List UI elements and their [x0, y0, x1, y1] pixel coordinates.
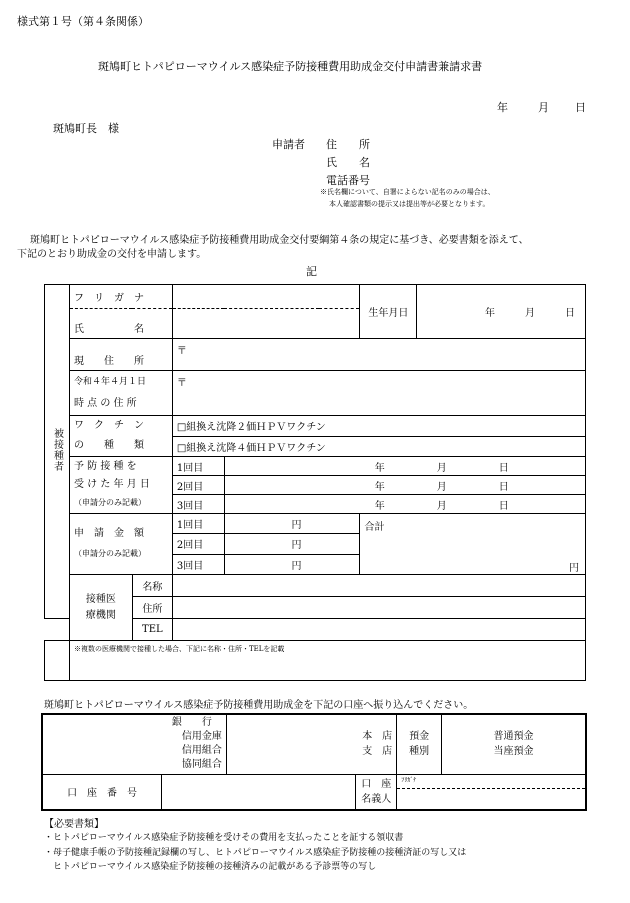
reiwa-address-label: 令和４年４月１日 時 点 の 住 所: [69, 371, 172, 416]
reiwa-address-field[interactable]: [172, 371, 585, 416]
docs-item-3: ヒトパピローマウイルス感染症予防接種の接種済みの記載がある予診票等の写し: [53, 862, 377, 872]
docs-item-1: ・ヒトパピローマウイルス感染症予防接種を受けその費用を支払ったことを証する領収書: [44, 833, 404, 843]
clinic-tel-field[interactable]: [172, 619, 585, 641]
birthdate-field[interactable]: 年 月 日: [417, 285, 586, 339]
docs-header: 【必要書類】: [44, 819, 104, 830]
body-text-1: 斑鳩町ヒトパピローマウイルス感染症予防接種費用助成金交付要綱第４条の規定に基づき、必要書類を添えて、: [30, 235, 529, 246]
bank-table: [41, 713, 587, 811]
amount-dose-3-label: 3回目: [172, 554, 224, 574]
amount-dose-2[interactable]: 円: [224, 534, 360, 554]
applicant-phone-label: 電話番号: [326, 174, 370, 187]
clinic-name-field[interactable]: [172, 575, 585, 597]
dose-1-date[interactable]: 年 月 日: [224, 457, 585, 476]
amount-dose-2-label: 2回目: [172, 534, 224, 554]
address-label: 現 住 所: [69, 339, 172, 371]
applicant-label: 申請者: [272, 138, 305, 151]
form-number: 様式第１号（第４条関係）: [17, 15, 149, 28]
recipient-table: [44, 284, 586, 681]
clinic-address-field[interactable]: [172, 597, 585, 619]
ki-heading: 記: [306, 265, 317, 278]
applicant-note-2: 本人確認書類の提示又は提出等が必要となります。: [329, 200, 490, 208]
page-title: 斑鳩町ヒトパピローマウイルス感染症予防接種費用助成金交付申請書兼請求書: [98, 60, 483, 73]
account-holder-field[interactable]: [397, 774, 586, 810]
dose-1-label: 1回目: [172, 457, 224, 476]
clinic-tel-label: TEL: [132, 619, 172, 641]
name-field[interactable]: [172, 309, 360, 339]
amount-label: 申 請 金 額 （申請分のみ記載）: [69, 514, 172, 575]
deposit-type-options[interactable]: 普通預金 当座預金: [442, 714, 586, 774]
amount-dose-1[interactable]: 円: [224, 514, 360, 534]
dose-2-label: 2回目: [172, 476, 224, 495]
dose-3-date[interactable]: 年 月 日: [224, 495, 585, 514]
dose-3-label: 3回目: [172, 495, 224, 514]
body-text-2: 下記のとおり助成金の交付を申請します。: [17, 249, 207, 260]
name-label: 氏 名: [69, 309, 172, 339]
postal-mark: 〒: [176, 346, 187, 357]
address-field[interactable]: [172, 339, 585, 371]
branch-name-field[interactable]: 本 店 支 店: [226, 714, 396, 774]
furigana-field[interactable]: [172, 285, 360, 309]
clinic-label: 接種医 療機関: [69, 575, 132, 641]
multi-clinic-note: ※複数の医療機関で接種した場合、下記に名称・住所・TELを記載: [73, 645, 285, 653]
vaccine-option-4valent[interactable]: □組換え沈降４価ＨＰＶワクチン: [172, 436, 585, 457]
date-day: 日: [575, 101, 586, 114]
clinic-address-label: 住所: [132, 597, 172, 619]
amount-dose-1-label: 1回目: [172, 514, 224, 534]
bank-name-field[interactable]: 銀 行 信用金庫 信用組合 協同組合: [42, 714, 226, 774]
recipient-side-label: 被接種者: [45, 285, 70, 619]
vaccination-date-label: 予 防 接 種 を 受 け た 年 月 日 （申請分のみ記載）: [69, 457, 172, 514]
vaccine-type-label: ワ ク チ ン の 種 類: [69, 416, 172, 457]
total-amount[interactable]: 合計 円: [360, 514, 586, 575]
vaccine-option-2valent[interactable]: □組換え沈降２価ＨＰＶワクチン: [172, 416, 585, 437]
furigana-label: フ リ ガ ナ: [69, 285, 172, 309]
date-month: 月: [538, 101, 549, 114]
dose-2-date[interactable]: 年 月 日: [224, 476, 585, 495]
bank-intro: 斑鳩町ヒトパピローマウイルス感染症予防接種費用助成金を下記の口座へ振り込んでください。: [44, 700, 474, 711]
clinic-name-label: 名称: [132, 575, 172, 597]
postal-mark-2: 〒: [176, 378, 187, 389]
applicant-address-label: 住 所: [326, 138, 370, 151]
birthdate-label: 生年月日: [360, 285, 417, 339]
account-number-label: 口 座 番 号: [42, 774, 162, 810]
deposit-type-label: 預金 種別: [397, 714, 442, 774]
applicant-note-1: ※氏名欄について、自署によらない記名のみの場合は、: [320, 188, 495, 196]
amount-dose-3[interactable]: 円: [224, 554, 360, 574]
date-year: 年: [497, 101, 508, 114]
docs-item-2: ・母子健康手帳の予防接種記録欄の写し、ヒトパピローマウイルス感染症予防接種の接種済証の写し又は: [44, 848, 467, 858]
account-holder-kana: ﾌﾘｶﾞﾅ: [397, 775, 585, 789]
account-holder-label: 口 座 名義人: [356, 774, 397, 810]
multi-clinic-field[interactable]: [69, 641, 585, 681]
account-number-field[interactable]: [162, 774, 356, 810]
applicant-name-label: 氏 名: [326, 156, 370, 169]
addressee: 斑鳩町長 様: [53, 122, 119, 135]
